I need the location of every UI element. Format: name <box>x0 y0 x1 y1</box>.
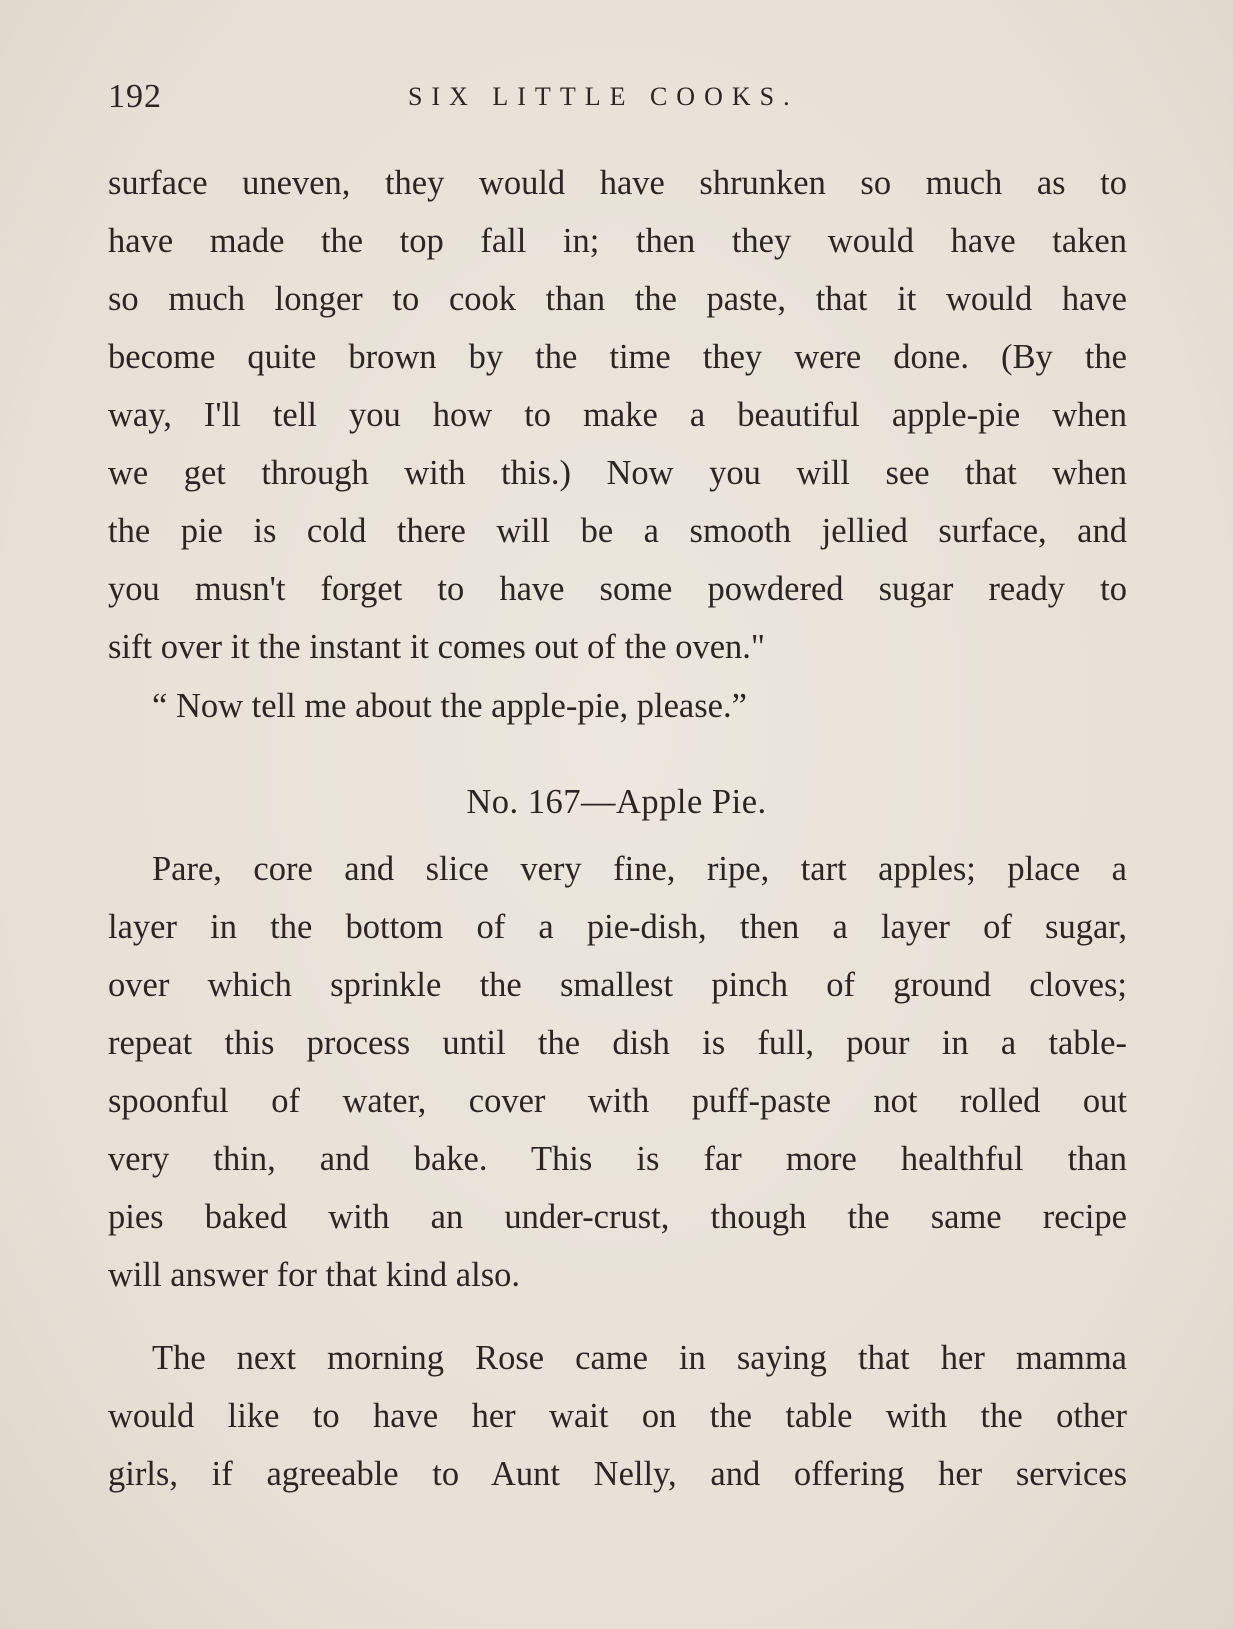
text-line: spoonful of water, cover with puff-paste not rolled out <box>108 1082 1127 1120</box>
text-line: layer in the bottom of a pie-dish, then a layer of sugar, <box>108 908 1127 946</box>
running-head <box>108 72 1125 122</box>
text-line: sift over it the instant it comes out of the oven." <box>108 628 765 666</box>
text-line: pies baked with an under-crust, though the same recipe <box>108 1198 1127 1236</box>
text-line: we get through with this.) Now you will see that when <box>108 454 1127 492</box>
text-line: way, I'll tell you how to make a beautiful apple-pie when <box>108 396 1127 434</box>
text-line: “ Now tell me about the apple-pie, please.” <box>152 687 747 725</box>
text-line: would like to have her wait on the table with the other <box>108 1397 1127 1435</box>
paragraph-4 <box>108 1329 1127 1503</box>
page-number: 192 <box>108 78 162 115</box>
text-line: repeat this process until the dish is full, pour in a table- <box>108 1024 1127 1062</box>
paragraph-1 <box>108 154 1127 676</box>
text-line: you musn't forget to have some powdered sugar ready to <box>108 570 1127 608</box>
text-line: very thin, and bake. This is far more healthful than <box>108 1140 1127 1178</box>
recipe-heading: No. 167—Apple Pie. <box>466 783 767 821</box>
text-line: so much longer to cook than the paste, that it would have <box>108 280 1127 318</box>
text-line: surface uneven, they would have shrunken so much as to <box>108 164 1127 202</box>
text-line: over which sprinkle the smallest pinch of ground cloves; <box>108 966 1127 1004</box>
text-line: the pie is cold there will be a smooth jellied surface, and <box>108 512 1127 550</box>
text-line: have made the top fall in; then they would have taken <box>108 222 1127 260</box>
text-line: will answer for that kind also. <box>108 1256 520 1294</box>
text-line: The next morning Rose came in saying that her mamma <box>152 1339 1127 1377</box>
text-line: become quite brown by the time they were done. (By the <box>108 338 1127 376</box>
paragraph-2 <box>108 677 1127 735</box>
running-title: SIX LITTLE COOKS. <box>408 82 799 111</box>
text-line: Pare, core and slice very fine, ripe, tart apples; place a <box>152 850 1127 888</box>
text-line: girls, if agreeable to Aunt Nelly, and offering her services <box>108 1455 1127 1493</box>
paragraph-3 <box>108 840 1127 1304</box>
